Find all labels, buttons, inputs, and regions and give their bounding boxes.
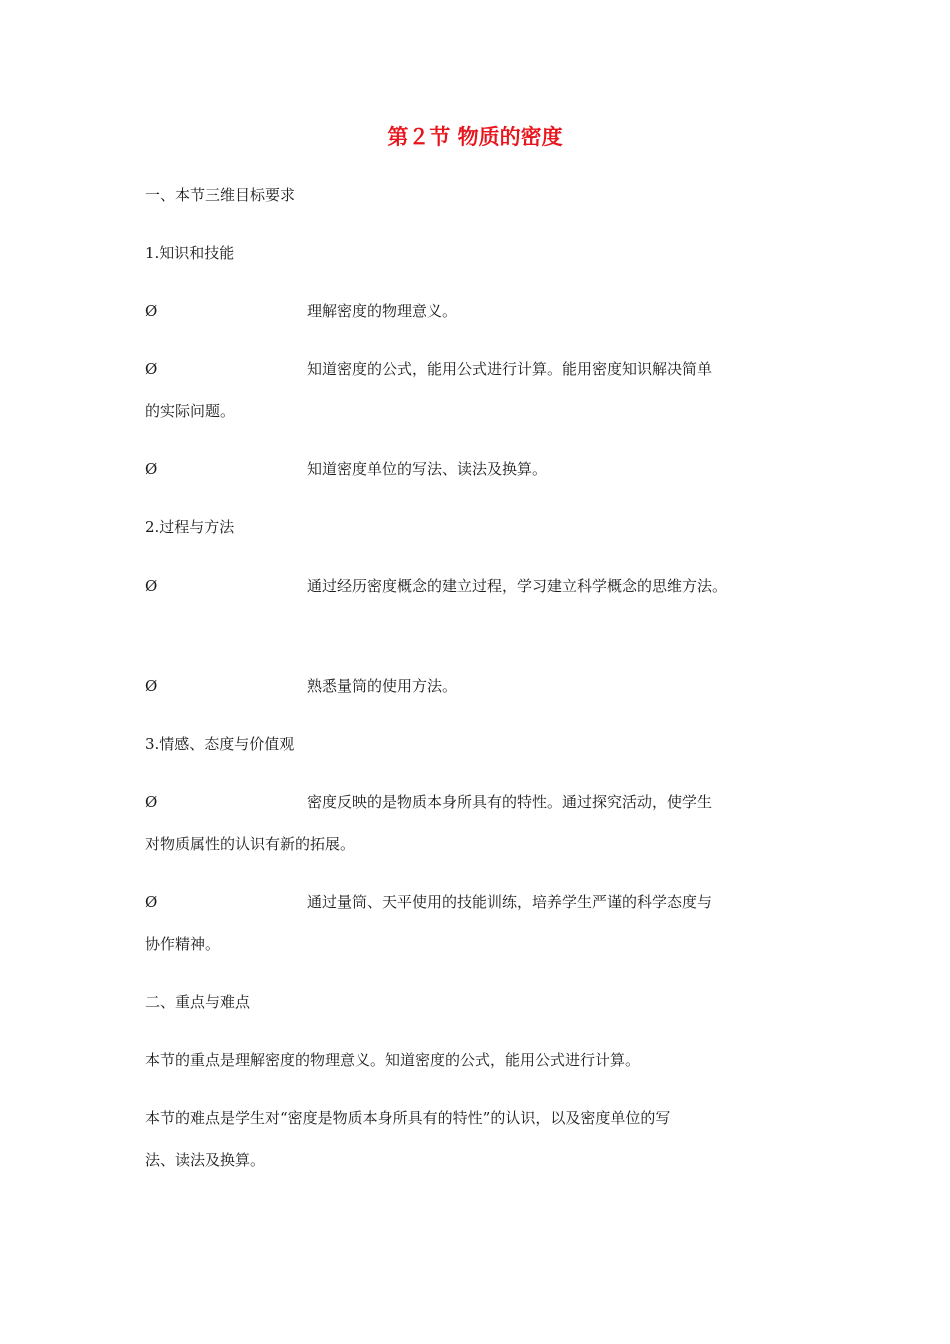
difficulty-paragraph-line1: 本节的难点是学生对“密度是物质本身所具有的特性”的认识，以及密度单位的写 [145,1109,671,1127]
bullet-icon: Ø [145,893,158,911]
section-heading-goals: 一、本节三维目标要求 [145,186,296,204]
bullet-icon: Ø [145,460,158,478]
key-point-paragraph: 本节的重点是理解密度的物理意义。知道密度的公式，能用公式进行计算。 [145,1051,641,1069]
subheading-knowledge-skills: 1.知识和技能 [145,244,235,262]
list-item-text: 通过量筒、天平使用的技能训练，培养学生严谨的科学态度与 [307,893,713,911]
list-item-text: 密度反映的是物质本身所具有的特性。通过探究活动，使学生 [307,793,713,811]
section-heading-key-difficult: 二、重点与难点 [145,993,251,1011]
bullet-icon: Ø [145,577,158,595]
list-item-continuation: 协作精神。 [145,935,221,953]
subheading-emotion-values: 3.情感、态度与价值观 [145,735,295,753]
bullet-icon: Ø [145,793,158,811]
list-item-text: 知道密度单位的写法、读法及换算。 [307,460,548,478]
subheading-process-method: 2.过程与方法 [145,518,235,536]
bullet-icon: Ø [145,360,158,378]
list-item-continuation: 的实际问题。 [145,402,236,420]
list-item-text: 通过经历密度概念的建立过程，学习建立科学概念的思维方法。 [307,577,728,595]
list-item-text: 熟悉量筒的使用方法。 [307,677,458,695]
list-item-text: 理解密度的物理意义。 [307,302,458,320]
list-item-continuation: 对物质属性的认识有新的拓展。 [145,835,356,853]
list-item-text: 知道密度的公式，能用公式进行计算。能用密度知识解决简单 [307,360,713,378]
bullet-icon: Ø [145,677,158,695]
page-title: 第２节 物质的密度 [387,125,563,149]
bullet-icon: Ø [145,302,158,320]
difficulty-paragraph-line2: 法、读法及换算。 [145,1151,266,1169]
